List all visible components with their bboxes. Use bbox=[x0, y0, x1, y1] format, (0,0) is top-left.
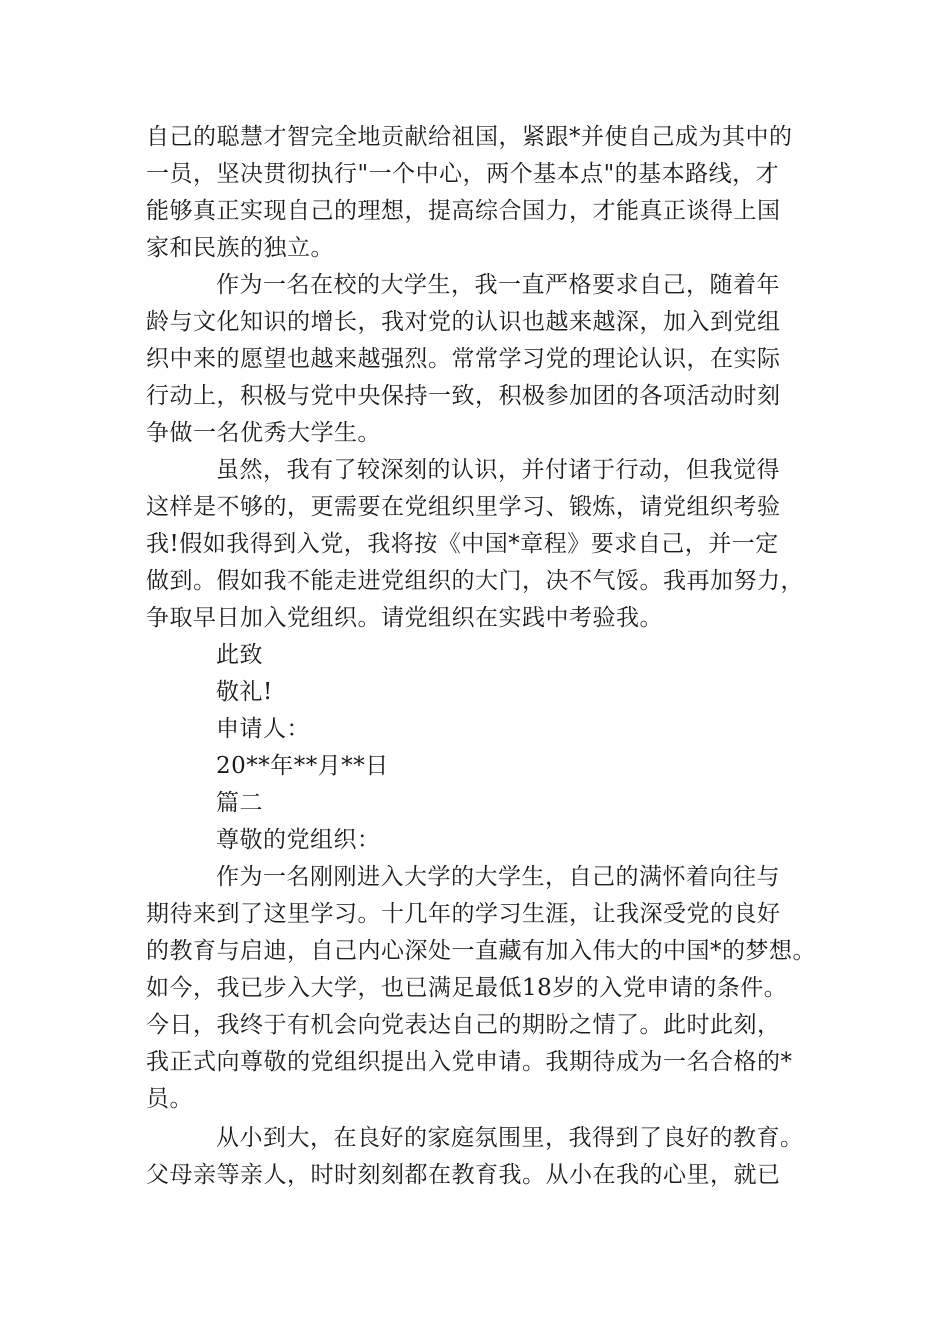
text-line: 自己的聪慧才智完全地贡献给祖国，紧跟*并使自己成为其中的 bbox=[146, 124, 793, 150]
text-line: 争取早日加入党组织。请党组织在实践中考验我。 bbox=[146, 605, 663, 631]
paragraph-start-line: 作为一名刚刚进入大学的大学生，自己的满怀着向往与 bbox=[216, 864, 780, 890]
applicant-label: 申请人： bbox=[216, 716, 310, 742]
closing-salutation: 此致 bbox=[216, 642, 263, 668]
text-line: 今日，我终于有机会向党表达自己的期盼之情了。此时此刻， bbox=[146, 1012, 781, 1038]
paragraph-start-line: 虽然，我有了较深刻的认识，并付诸于行动，但我觉得 bbox=[216, 457, 780, 483]
text-line: 家和民族的独立。 bbox=[146, 235, 334, 261]
closing-regards: 敬礼! bbox=[216, 679, 273, 705]
text-line: 员。 bbox=[146, 1086, 193, 1112]
text-line: 这样是不够的，更需要在党组织里学习、锻炼，请党组织考验 bbox=[146, 494, 781, 520]
text-line: 如今，我已步入大学，也已满足最低18岁的入党申请的条件。 bbox=[146, 975, 788, 1001]
paragraph-start-line: 作为一名在校的大学生，我一直严格要求自己，随着年 bbox=[216, 272, 780, 298]
text-line: 父母亲等亲人，时时刻刻都在教育我。从小在我的心里，就已 bbox=[146, 1162, 781, 1188]
text-line: 行动上，积极与党中央保持一致，积极参加团的各项活动时刻 bbox=[146, 383, 781, 409]
text-line: 我!假如我得到入党，我将按《中国*章程》要求自己，并一定 bbox=[146, 531, 779, 557]
text-line: 龄与文化知识的增长，我对党的认识也越来越深，加入到党组 bbox=[146, 309, 781, 335]
text-line: 期待来到了这里学习。十几年的学习生涯，让我深受党的良好 bbox=[146, 901, 781, 927]
text-line: 一员，坚决贯彻执行"一个中心，两个基本点"的基本路线，才 bbox=[146, 161, 780, 187]
section-heading: 篇二 bbox=[216, 790, 263, 816]
text-line: 我正式向尊敬的党组织提出入党申请。我期待成为一名合格的* bbox=[146, 1049, 793, 1075]
text-line: 做到。假如我不能走进党组织的大门，决不气馁。我再加努力， bbox=[146, 568, 804, 594]
text-line: 织中来的愿望也越来越强烈。常常学习党的理论认识，在实际 bbox=[146, 346, 781, 372]
salutation: 尊敬的党组织： bbox=[216, 827, 381, 853]
date-line: 20**年**月**日 bbox=[216, 753, 389, 779]
text-line: 的教育与启迪，自己内心深处一直藏有加入伟大的中国*的梦想。 bbox=[146, 938, 816, 964]
text-line: 能够真正实现自己的理想，提高综合国力，才能真正谈得上国 bbox=[146, 198, 781, 224]
text-line: 争做一名优秀大学生。 bbox=[146, 420, 381, 446]
paragraph-start-line: 从小到大，在良好的家庭氛围里，我得到了良好的教育。 bbox=[216, 1125, 804, 1151]
